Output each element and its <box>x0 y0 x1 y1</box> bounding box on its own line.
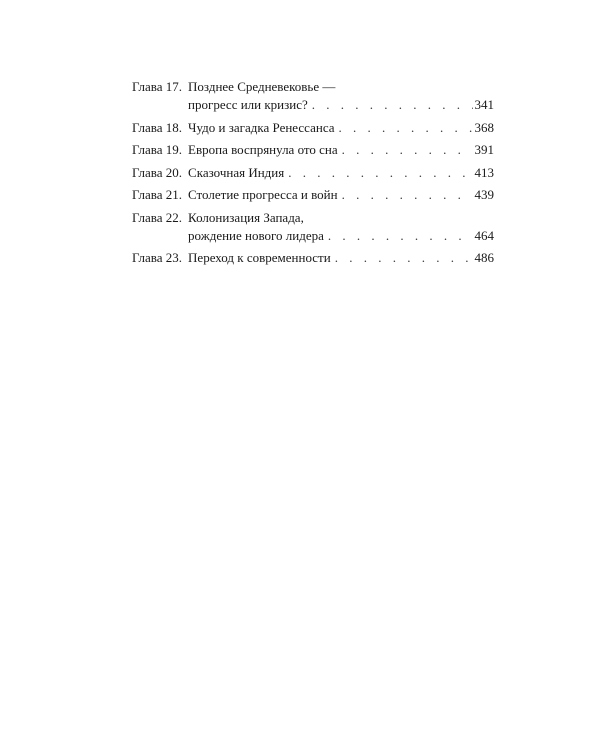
chapter-title-line: прогресс или кризис? <box>188 97 308 112</box>
chapter-number: Глава 22. <box>132 209 183 225</box>
toc-entry-chapter-20 <box>132 164 494 182</box>
chapter-number: Глава 23. <box>132 250 183 265</box>
chapter-title <box>188 186 494 204</box>
chapter-number: Глава 19. <box>132 142 183 157</box>
dot-leader <box>288 164 472 182</box>
table-of-contents <box>132 78 494 272</box>
chapter-title-line: Позднее Средневековье — <box>188 79 336 94</box>
chapter-title-line: Чудо и загадка Ренессанса <box>188 119 335 135</box>
dot-leader <box>312 96 473 114</box>
chapter-number: Глава 20. <box>132 164 183 180</box>
chapter-title <box>188 119 494 137</box>
page-number: 486 <box>474 250 494 265</box>
chapter-title-line: Колонизация Запада, <box>188 209 304 225</box>
chapter-title-line: рождение нового лидера <box>188 227 324 243</box>
chapter-number: Глава 21. <box>132 187 183 202</box>
toc-entry-chapter-21 <box>132 186 494 204</box>
chapter-title <box>188 164 494 182</box>
toc-entry-chapter-17 <box>132 78 494 114</box>
page-number: 464 <box>474 227 494 243</box>
dot-leader <box>342 141 473 159</box>
page-number: 413 <box>474 164 494 180</box>
page-number: 391 <box>474 142 494 157</box>
chapter-title <box>188 209 494 245</box>
dot-leader <box>339 119 473 137</box>
chapter-title-line: Переход к современности <box>188 250 331 265</box>
chapter-number: Глава 17. <box>132 79 183 94</box>
toc-entry-chapter-19 <box>132 141 494 159</box>
chapter-title-line: Европа воспрянула ото сна <box>188 142 338 157</box>
page-number: 341 <box>474 97 494 112</box>
toc-entry-chapter-18 <box>132 119 494 137</box>
page-number: 368 <box>474 119 494 135</box>
toc-entry-chapter-22 <box>132 209 494 245</box>
chapter-number: Глава 18. <box>132 119 183 135</box>
chapter-title-line: Сказочная Индия <box>188 164 285 180</box>
page-number: 439 <box>474 187 494 202</box>
chapter-title <box>188 141 494 159</box>
chapter-title <box>188 249 494 267</box>
dot-leader <box>335 249 473 267</box>
chapter-title <box>188 78 494 114</box>
dot-leader <box>342 186 473 204</box>
toc-entry-chapter-23 <box>132 249 494 267</box>
chapter-title-line: Столетие прогресса и войн <box>188 187 338 202</box>
dot-leader <box>328 227 473 245</box>
